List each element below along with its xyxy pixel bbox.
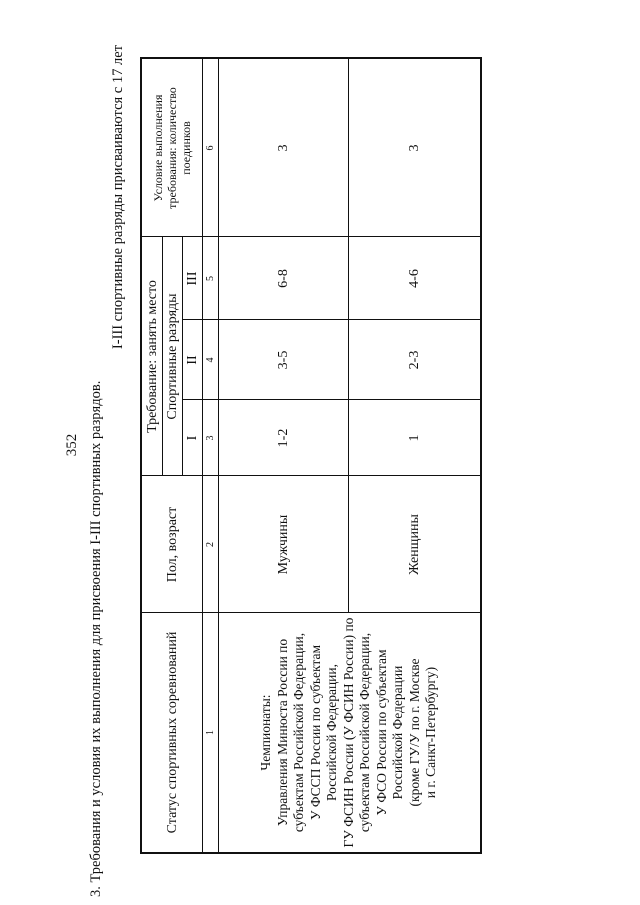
header-gender-age: Пол, возраст [164,506,180,583]
header-requirement: Требование: занять место [144,280,160,433]
header-rank-3: III [184,271,200,286]
status-cell [218,613,480,852]
status-line: Российской Федерации [390,665,406,800]
status-line: (кроме ГУ/У по г. Москве [406,658,422,807]
status-line: У ФСО России по субъектам [373,649,389,816]
header-condition: Условие выполнения требования: количество поединков [151,87,193,209]
table-row-men-rank-3: 6-8 [275,269,291,288]
table-caption: I-III спортивные разряды присваиваются с 17 лет [110,45,126,350]
table-row-men-rank-2: 3-5 [275,350,291,370]
header-rank-2: II [184,355,200,365]
page-number: 352 [64,433,80,457]
column-number: 5 [204,276,216,281]
table-row-men-rank-1: 1-2 [275,428,291,448]
section-caption: 3. Требования и условия их выполнения для присвоения I-III спортивных разрядов. [88,380,104,897]
header-status: Статус спортивных соревнований [164,631,180,834]
column-number: 1 [204,730,216,735]
table-row-women-gender: Женщины [406,514,422,575]
column-number: 4 [204,357,216,363]
table-row-men-gender: Мужчины [275,514,291,575]
header-ranks: Спортивные разряды [164,293,180,420]
column-number: 2 [204,542,216,547]
table-row-women-bouts: 3 [406,144,422,152]
status-line: У ФССП России по субъектам [307,644,323,821]
status-line: и г. Санкт-Петербургу) [423,666,439,799]
column-number: 3 [204,435,216,441]
status-line: субъектам Российской Федерации, [291,632,307,833]
table-row-women-rank-1: 1 [406,434,422,442]
status-line: Российской Федерации, [324,663,340,802]
status-line: ГУ ФСИН России (У ФСИН России) по [340,617,356,848]
status-line: Управления Минюста России по [274,638,290,827]
table-row-women-rank-2: 2-3 [406,350,422,370]
column-number: 6 [204,145,216,151]
table-row-women-rank-3: 4-6 [406,269,422,288]
header-rank-1: I [184,435,200,441]
table-row-men-bouts: 3 [275,144,291,152]
requirements-table [140,57,482,854]
status-line: субъектам Российской Федерации, [357,632,373,833]
status-line: Чемпионаты: [258,694,274,771]
